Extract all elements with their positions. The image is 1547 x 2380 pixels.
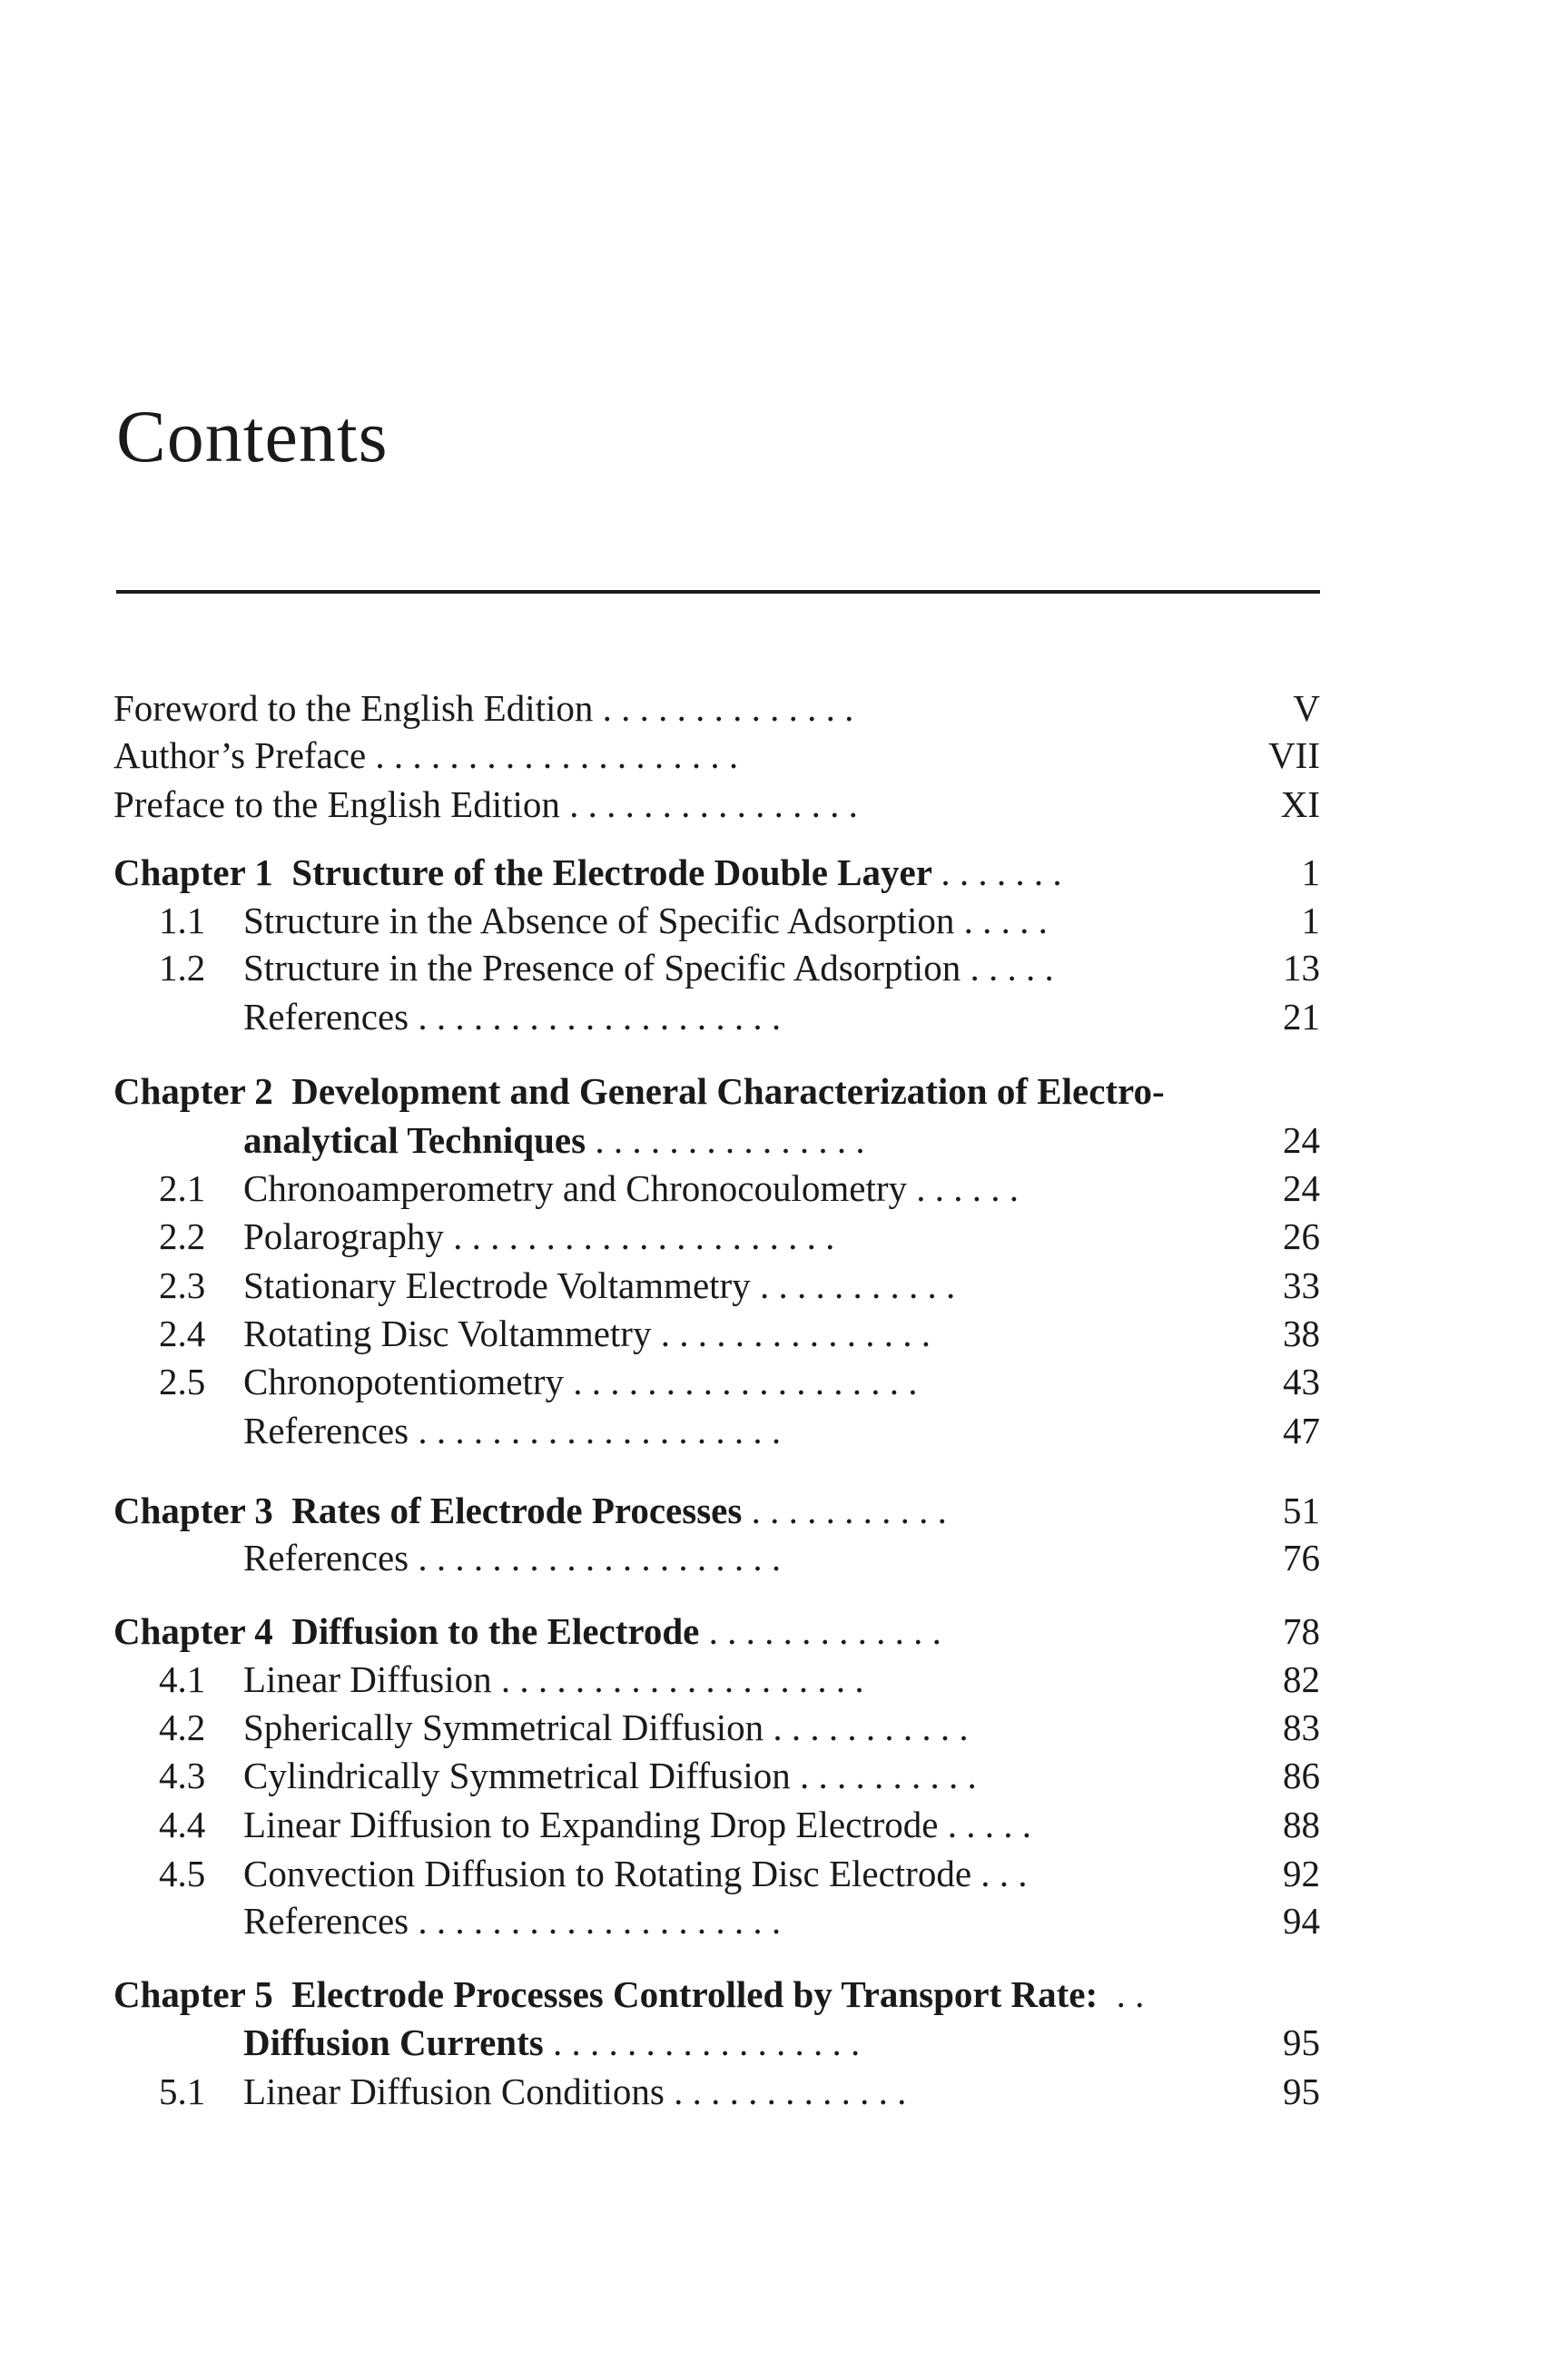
toc-section-4-4[interactable] <box>0 1801 1547 1848</box>
page-number: 94 <box>1283 1900 1320 1942</box>
toc-section-2-1[interactable] <box>0 1165 1547 1212</box>
section-label: Chronopotentiometry <box>243 1361 565 1402</box>
leader-dots: . . . . . . . . . . . . . . . . . . . . <box>418 1900 782 1942</box>
section-number: 2.1 <box>159 1167 206 1209</box>
toc-section-2-5[interactable] <box>0 1358 1547 1405</box>
toc-references-3[interactable] <box>0 1534 1547 1581</box>
chapter-title: Structure of the Electrode Double Layer <box>291 851 932 893</box>
section-label: Stationary Electrode Voltammetry <box>243 1264 751 1306</box>
chapter-title-cont: analytical Techniques <box>243 1119 586 1161</box>
chapter-prefix: Chapter 4 <box>113 1610 273 1652</box>
toc-entry-preface-english[interactable] <box>0 781 1547 828</box>
section-label: References <box>243 1900 409 1942</box>
page-number: XI <box>1280 783 1320 825</box>
leader-dots: . . . . . . . . . . . . . . . . . . . . <box>418 1410 782 1451</box>
section-number: 4.3 <box>159 1755 206 1796</box>
toc-section-1-1[interactable] <box>0 897 1547 944</box>
toc-chapter-5-cont[interactable] <box>0 2019 1547 2066</box>
page-number: 95 <box>1283 2021 1320 2063</box>
section-label: References <box>243 1410 409 1451</box>
toc-references-4[interactable] <box>0 1897 1547 1944</box>
leader-dots: . . . . . . . <box>941 851 1062 893</box>
chapter-prefix: Chapter 1 <box>113 851 273 893</box>
page-number: 33 <box>1283 1264 1320 1306</box>
section-label: Linear Diffusion <box>243 1658 492 1700</box>
leader-dots: . . . . . . . . . . . . . . . . . . . . <box>375 734 739 776</box>
leader-dots: . . <box>1116 1973 1145 2015</box>
toc-section-5-1[interactable] <box>0 2068 1547 2115</box>
leader-dots: . . . . . . . . . . . . . . . . <box>569 783 858 825</box>
page-number: VII <box>1268 734 1320 776</box>
page-number: 24 <box>1283 1119 1320 1161</box>
toc-entry-foreword[interactable] <box>0 684 1547 732</box>
page-number: 24 <box>1283 1167 1320 1209</box>
page-number: V <box>1293 687 1320 729</box>
section-label: Convection Diffusion to Rotating Disc Electrode <box>243 1853 972 1894</box>
page-number: 78 <box>1283 1610 1320 1652</box>
page-number: 82 <box>1283 1658 1320 1700</box>
toc-section-4-5[interactable] <box>0 1850 1547 1897</box>
page-number: 47 <box>1283 1410 1320 1451</box>
toc-section-4-1[interactable] <box>0 1656 1547 1703</box>
leader-dots: . . . . . <box>970 947 1054 988</box>
leader-dots: . . . . . . . . . . . . . . . . . . . . <box>418 996 782 1038</box>
chapter-title: Diffusion to the Electrode <box>291 1610 700 1652</box>
section-number: 1.1 <box>159 900 206 941</box>
toc-section-2-3[interactable] <box>0 1262 1547 1309</box>
section-number: 2.5 <box>159 1361 206 1402</box>
section-label: References <box>243 996 409 1038</box>
leader-dots: . . . . . . . . . . . <box>759 1264 956 1306</box>
leader-dots: . . . . . . . . . . . . . . . . . . . . <box>418 1537 782 1578</box>
section-number: 2.4 <box>159 1313 206 1354</box>
leader-dots: . . . . . . . . . . . <box>773 1706 969 1748</box>
page-number: 51 <box>1283 1490 1320 1531</box>
page-number: 92 <box>1283 1853 1320 1894</box>
toc-chapter-2[interactable] <box>0 1067 1547 1115</box>
chapter-prefix: Chapter 3 <box>113 1490 273 1531</box>
toc-chapter-4[interactable] <box>0 1608 1547 1655</box>
chapter-title-cont: Diffusion Currents <box>243 2021 544 2063</box>
page-number: 1 <box>1301 900 1320 941</box>
section-number: 1.2 <box>159 947 206 988</box>
page-number: 1 <box>1301 851 1320 893</box>
section-number: 2.3 <box>159 1264 206 1306</box>
section-label: Linear Diffusion Conditions <box>243 2070 665 2112</box>
toc-references-2[interactable] <box>0 1407 1547 1454</box>
leader-dots: . . . . . . . . . . . . . . . <box>595 1119 865 1161</box>
leader-dots: . . . . . . . . . . . . . . <box>602 687 854 729</box>
toc-chapter-2-cont[interactable] <box>0 1116 1547 1164</box>
page-number: 26 <box>1283 1215 1320 1257</box>
page-number: 88 <box>1283 1804 1320 1845</box>
section-number: 4.1 <box>159 1658 206 1700</box>
section-label: Structure in the Absence of Specific Adsorption <box>243 900 955 941</box>
leader-dots: . . . . . . . . . . . . . <box>674 2070 907 2112</box>
toc-section-1-2[interactable] <box>0 944 1547 991</box>
entry-label: Author’s Preface <box>113 734 367 776</box>
section-number: 4.2 <box>159 1706 206 1748</box>
section-label: Cylindrically Symmetrical Diffusion <box>243 1755 791 1796</box>
section-label: Polarography <box>243 1215 444 1257</box>
leader-dots: . . . . . . . . . . . . . . . . . . . <box>573 1361 918 1402</box>
section-label: References <box>243 1537 409 1578</box>
toc-section-4-3[interactable] <box>0 1752 1547 1799</box>
chapter-title: Electrode Processes Controlled by Transport Rate: <box>291 1973 1099 2015</box>
leader-dots: . . . . . . . . . . . . . . . . . <box>552 2021 861 2063</box>
section-number: 2.2 <box>159 1215 206 1257</box>
chapter-title: Development and General Characterization of Electro- <box>291 1070 1165 1112</box>
leader-dots: . . . . . . <box>916 1167 1019 1209</box>
toc-entry-authors-preface[interactable] <box>0 732 1547 779</box>
section-label: Linear Diffusion to Expanding Drop Electrode <box>243 1804 939 1845</box>
chapter-title: Rates of Electrode Processes <box>291 1490 743 1531</box>
chapter-prefix: Chapter 2 <box>113 1070 273 1112</box>
toc-section-2-2[interactable] <box>0 1213 1547 1260</box>
page-title: Contents <box>116 395 389 477</box>
toc-section-4-2[interactable] <box>0 1704 1547 1751</box>
section-number: 5.1 <box>159 2070 206 2112</box>
section-label: Spherically Symmetrical Diffusion <box>243 1706 764 1748</box>
leader-dots: . . . . . . . . . . <box>800 1755 977 1796</box>
leader-dots: . . . . . . . . . . . . . . . <box>660 1313 931 1354</box>
leader-dots: . . . . . . . . . . . <box>751 1490 947 1531</box>
section-label: Rotating Disc Voltammetry <box>243 1313 652 1354</box>
leader-dots: . . . <box>980 1853 1028 1894</box>
toc-chapter-1[interactable] <box>0 849 1547 896</box>
entry-label: Foreword to the English Edition <box>113 687 594 729</box>
page-number: 21 <box>1283 996 1320 1038</box>
leader-dots: . . . . . . . . . . . . . . . . . . . . <box>500 1658 864 1700</box>
page-number: 83 <box>1283 1706 1320 1748</box>
page-number: 43 <box>1283 1361 1320 1402</box>
toc-section-2-4[interactable] <box>0 1310 1547 1357</box>
leader-dots: . . . . . . . . . . . . . <box>708 1610 941 1652</box>
chapter-prefix: Chapter 5 <box>113 1973 273 2015</box>
section-number: 4.5 <box>159 1853 206 1894</box>
section-label: Chronoamperometry and Chronocoulometry <box>243 1167 907 1209</box>
section-number: 4.4 <box>159 1804 206 1845</box>
toc-chapter-5[interactable] <box>0 1971 1547 2018</box>
page-number: 38 <box>1283 1313 1320 1354</box>
toc-chapter-3[interactable] <box>0 1487 1547 1534</box>
toc-references-1[interactable] <box>0 993 1547 1040</box>
page-number: 95 <box>1283 2070 1320 2112</box>
section-label: Structure in the Presence of Specific Adsorption <box>243 947 961 988</box>
page-number: 13 <box>1283 947 1320 988</box>
leader-dots: . . . . . <box>947 1804 1032 1845</box>
page-number: 86 <box>1283 1755 1320 1796</box>
leader-dots: . . . . . <box>963 900 1048 941</box>
page-number: 76 <box>1283 1537 1320 1578</box>
leader-dots: . . . . . . . . . . . . . . . . . . . . . <box>453 1215 835 1257</box>
entry-label: Preface to the English Edition <box>113 783 560 825</box>
